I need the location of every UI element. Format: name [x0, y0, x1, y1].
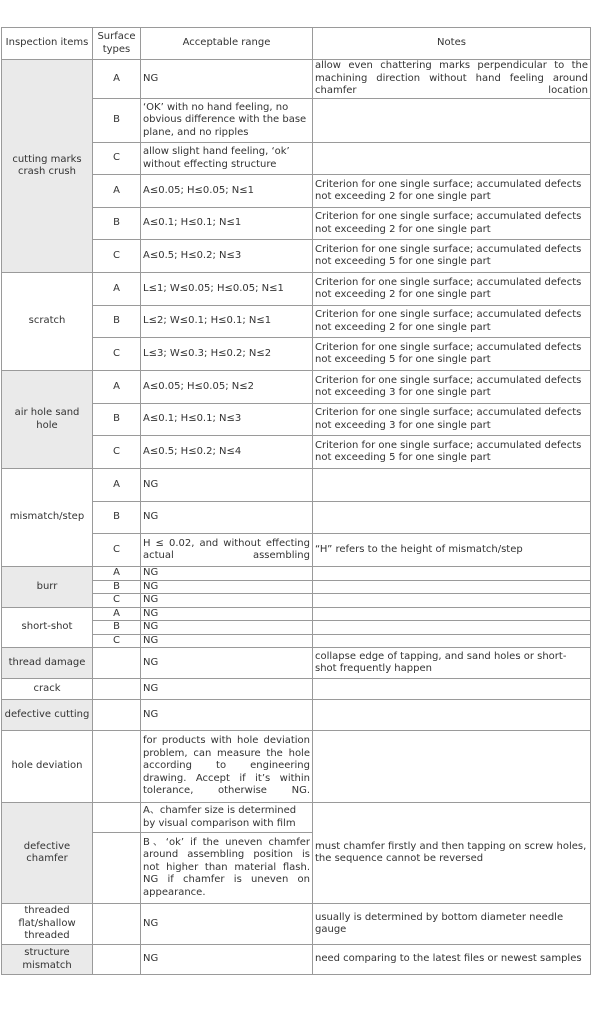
acceptable-range-cell: NG — [141, 621, 313, 635]
inspection-table — [1, 27, 591, 975]
inspection-item-cell: crack — [2, 679, 93, 700]
inspection-item-cell: scratch — [2, 273, 93, 371]
surface-type-cell — [93, 904, 141, 945]
surface-type-cell: C — [93, 338, 141, 371]
notes-cell — [313, 99, 591, 143]
notes-cell — [313, 502, 591, 534]
surface-type-cell — [93, 648, 141, 679]
acceptable-range-cell: L≤2; W≤0.1; H≤0.1; N≤1 — [141, 306, 313, 338]
inspection-item-cell: mismatch/step — [2, 469, 93, 567]
table-row — [2, 469, 591, 502]
surface-type-cell: B — [93, 306, 141, 338]
surface-type-cell: B — [93, 502, 141, 534]
notes-cell: “H” refers to the height of mismatch/step — [313, 534, 591, 567]
notes-cell: usually is determined by bottom diameter needle gauge — [313, 904, 591, 945]
table-row — [2, 567, 591, 581]
inspection-item-cell: threaded flat/shallow threaded — [2, 904, 93, 945]
table-row — [2, 679, 591, 700]
acceptable-range-cell: allow slight hand feeling, ‘ok’ without effecting structure — [141, 143, 313, 175]
surface-type-cell: A — [93, 607, 141, 621]
surface-type-cell: C — [93, 436, 141, 469]
notes-cell — [313, 731, 591, 803]
notes-cell — [313, 594, 591, 608]
notes-cell: collapse edge of tapping, and sand holes or short-shot frequently happen — [313, 648, 591, 679]
acceptable-range-cell: NG — [141, 648, 313, 679]
header-inspection-items: Inspection items — [2, 28, 93, 60]
acceptable-range-cell: NG — [141, 700, 313, 731]
header-acceptable-range: Acceptable range — [141, 28, 313, 60]
surface-type-cell: C — [93, 240, 141, 273]
notes-cell — [313, 143, 591, 175]
surface-type-cell — [93, 731, 141, 803]
notes-cell: Criterion for one single surface; accumulated defects not exceeding 3 for one single part — [313, 371, 591, 404]
surface-type-cell — [93, 803, 141, 833]
table-row — [2, 371, 591, 404]
surface-type-cell: B — [93, 208, 141, 240]
acceptable-range-cell: NG — [141, 594, 313, 608]
inspection-item-cell: thread damage — [2, 648, 93, 679]
notes-cell — [313, 607, 591, 621]
notes-cell: Criterion for one single surface; accumulated defects not exceeding 3 for one single part — [313, 404, 591, 436]
inspection-item-cell: short-shot — [2, 607, 93, 648]
notes-cell: Criterion for one single surface; accumulated defects not exceeding 2 for one single part — [313, 175, 591, 208]
acceptable-range-cell: A≤0.5; H≤0.2; N≤4 — [141, 436, 313, 469]
notes-cell: Criterion for one single surface; accumulated defects not exceeding 5 for one single part — [313, 338, 591, 371]
surface-type-cell: B — [93, 99, 141, 143]
notes-cell — [313, 634, 591, 648]
notes-cell — [313, 621, 591, 635]
acceptable-range-cell: A、chamfer size is determined by visual comparison with film — [141, 803, 313, 833]
header-row — [2, 28, 591, 60]
notes-cell: allow even chattering marks perpendicular to the machining direction without hand feeling around chamfer location — [313, 60, 591, 99]
notes-cell: Criterion for one single surface; accumulated defects not exceeding 2 for one single part — [313, 306, 591, 338]
surface-type-cell: A — [93, 371, 141, 404]
surface-type-cell: A — [93, 175, 141, 208]
acceptable-range-cell: L≤3; W≤0.3; H≤0.2; N≤2 — [141, 338, 313, 371]
surface-type-cell: A — [93, 60, 141, 99]
inspection-item-cell: defective cutting — [2, 700, 93, 731]
notes-cell: Criterion for one single surface; accumulated defects not exceeding 5 for one single part — [313, 436, 591, 469]
acceptable-range-cell: NG — [141, 679, 313, 700]
acceptable-range-cell: A≤0.5; H≤0.2; N≤3 — [141, 240, 313, 273]
surface-type-cell: C — [93, 534, 141, 567]
table-row — [2, 700, 591, 731]
notes-cell: must chamfer firstly and then tapping on screw holes, the sequence cannot be reversed — [313, 803, 591, 904]
surface-type-cell — [93, 679, 141, 700]
notes-cell — [313, 567, 591, 581]
acceptable-range-cell: ‘OK’ with no hand feeling, no obvious difference with the base plane, and no ripples — [141, 99, 313, 143]
surface-type-cell — [93, 945, 141, 975]
inspection-item-cell: air hole sand hole — [2, 371, 93, 469]
acceptable-range-cell: NG — [141, 904, 313, 945]
acceptable-range-cell: for products with hole deviation problem, can measure the hole according to engineering drawing. Accept if it’s within tolerance, otherwise NG. — [141, 731, 313, 803]
notes-cell — [313, 469, 591, 502]
inspection-item-cell: cutting marks crash crush — [2, 60, 93, 273]
notes-cell: Criterion for one single surface; accumulated defects not exceeding 2 for one single part — [313, 273, 591, 306]
acceptable-range-cell: A≤0.05; H≤0.05; N≤1 — [141, 175, 313, 208]
notes-cell: Criterion for one single surface; accumulated defects not exceeding 5 for one single part — [313, 240, 591, 273]
surface-type-cell — [93, 833, 141, 904]
table-row — [2, 945, 591, 975]
inspection-item-cell: hole deviation — [2, 731, 93, 803]
table-row — [2, 904, 591, 945]
table-row — [2, 607, 591, 621]
acceptable-range-cell: NG — [141, 60, 313, 99]
surface-type-cell: A — [93, 567, 141, 581]
acceptable-range-cell: H ≤ 0.02, and without effecting actual assembling — [141, 534, 313, 567]
acceptable-range-cell: A≤0.05; H≤0.05; N≤2 — [141, 371, 313, 404]
surface-type-cell: B — [93, 580, 141, 594]
table-body — [2, 60, 591, 975]
surface-type-cell: B — [93, 404, 141, 436]
acceptable-range-cell: NG — [141, 580, 313, 594]
acceptable-range-cell: A≤0.1; H≤0.1; N≤1 — [141, 208, 313, 240]
surface-type-cell: A — [93, 469, 141, 502]
acceptable-range-cell: NG — [141, 469, 313, 502]
acceptable-range-cell: NG — [141, 502, 313, 534]
header-notes: Notes — [313, 28, 591, 60]
table-row — [2, 648, 591, 679]
notes-cell: need comparing to the latest files or newest samples — [313, 945, 591, 975]
notes-cell: Criterion for one single surface; accumulated defects not exceeding 2 for one single part — [313, 208, 591, 240]
surface-type-cell — [93, 700, 141, 731]
table-row — [2, 273, 591, 306]
surface-type-cell: A — [93, 273, 141, 306]
surface-type-cell: C — [93, 594, 141, 608]
surface-type-cell: C — [93, 634, 141, 648]
inspection-item-cell: defective chamfer — [2, 803, 93, 904]
table-row — [2, 731, 591, 803]
acceptable-range-cell: B、‘ok’ if the uneven chamfer around assembling position is not higher than material flash. NG if chamfer is uneven on appearance. — [141, 833, 313, 904]
table-row — [2, 803, 591, 833]
surface-type-cell: B — [93, 621, 141, 635]
acceptable-range-cell: NG — [141, 634, 313, 648]
notes-cell — [313, 679, 591, 700]
acceptable-range-cell: NG — [141, 945, 313, 975]
surface-type-cell: C — [93, 143, 141, 175]
inspection-item-cell: structure mismatch — [2, 945, 93, 975]
acceptable-range-cell: A≤0.1; H≤0.1; N≤3 — [141, 404, 313, 436]
acceptable-range-cell: NG — [141, 607, 313, 621]
table-row — [2, 60, 591, 99]
acceptable-range-cell: NG — [141, 567, 313, 581]
notes-cell — [313, 580, 591, 594]
inspection-item-cell: burr — [2, 567, 93, 608]
notes-cell — [313, 700, 591, 731]
header-surface-types: Surface types — [93, 28, 141, 60]
acceptable-range-cell: L≤1; W≤0.05; H≤0.05; N≤1 — [141, 273, 313, 306]
